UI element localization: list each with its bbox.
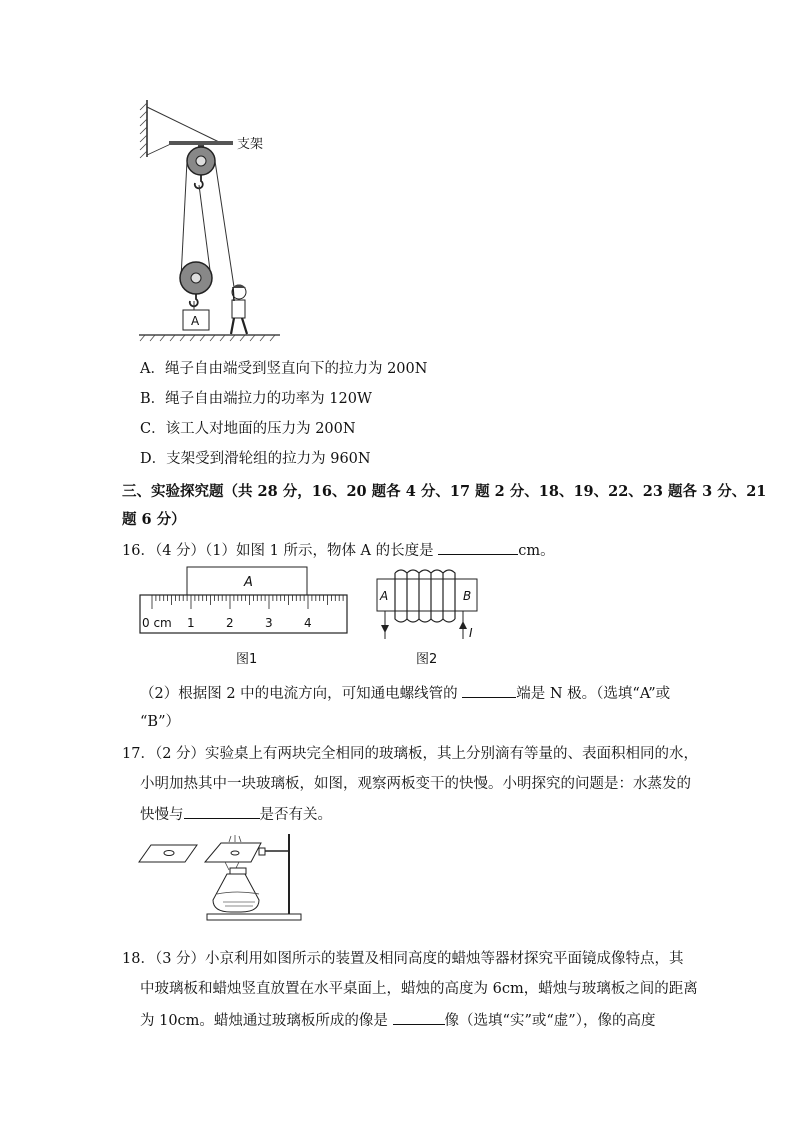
q16-part1-unit: cm。 [518,543,555,559]
q16-part1-text: 16．（4 分）（1）如图 1 所示，物体 A 的长度是 [122,543,434,559]
q16-part2-cont: “B”） [140,714,180,730]
option-a: A．绳子自由端受到竖直向下的拉力为 200N [140,361,428,377]
ruler-tick-label-2: 2 [226,616,234,630]
q18-line3-text: 为 10cm。蜡烛通过玻璃板所成的像是 [140,1013,388,1029]
q17-line3-text: 快慢与 [140,807,184,823]
figure1-caption: 图1 [236,652,258,667]
q17-line3 [140,804,332,825]
section-heading: 三、实验探究题（共 28 分，16、20 题各 4 分、17 题 2 分、18、19、22、23 题各 3 分、21 [122,483,767,500]
q16-part2-options: 端是 N 极。（选填“A”或 [516,686,671,702]
ruler-tick-label-4: 4 [304,616,312,630]
option-c: C．该工人对地面的压力为 200N [140,421,356,437]
q16-answer-blank-2[interactable] [462,683,516,698]
evaporation-figure [135,830,310,930]
q16-part2-text: （2）根据图 2 中的电流方向，可知通电螺线管的 [140,686,458,702]
block-a-label: A [191,314,200,328]
option-b: B．绳子自由端拉力的功率为 120W [140,391,372,407]
ruler-block-label: A [244,575,253,590]
q16-part1 [122,540,555,561]
q16-answer-blank-1[interactable] [438,540,518,555]
ruler-unit-label: 0 cm [142,616,172,630]
current-label: I [469,626,473,640]
bracket-label: 支架 [237,137,264,152]
ruler-tick-label-1: 1 [187,616,195,630]
q18-line2: 中玻璃板和蜡烛竖直放置在水平桌面上，蜡烛的高度为 6cm，蜡烛与玻璃板之间的距离 [140,981,698,997]
section-heading-cont: 题 6 分） [122,511,186,528]
q18-line1: 18．（3 分）小京利用如图所示的装置及相同高度的蜡烛等器材探究平面镜成像特点，其 [122,951,684,967]
q18-line3-end: 像（选填“实”或“虚”），像的高度 [444,1013,656,1029]
ruler-figure [138,565,353,637]
figure2-caption: 图2 [416,652,438,667]
solenoid-left-label: A [380,589,389,603]
q16-part2 [140,683,670,704]
solenoid-figure [375,565,485,645]
q18-line3 [140,1010,655,1031]
ruler-tick-label-3: 3 [265,616,273,630]
q17-answer-blank[interactable] [184,804,260,819]
q18-answer-blank[interactable] [393,1010,445,1025]
q17-line2: 小明加热其中一块玻璃板，如图，观察两板变干的快慢。小明探究的问题是：水蒸发的 [140,776,691,792]
option-d: D．支架受到滑轮组的拉力为 960N [140,451,371,467]
pulley-figure [135,95,285,345]
q17-line1: 17．（2 分）实验桌上有两块完全相同的玻璃板，其上分别滴有等量的、表面积相同的水， [122,746,699,762]
solenoid-right-label: B [463,589,472,603]
q17-line3-end: 是否有关。 [259,807,332,823]
